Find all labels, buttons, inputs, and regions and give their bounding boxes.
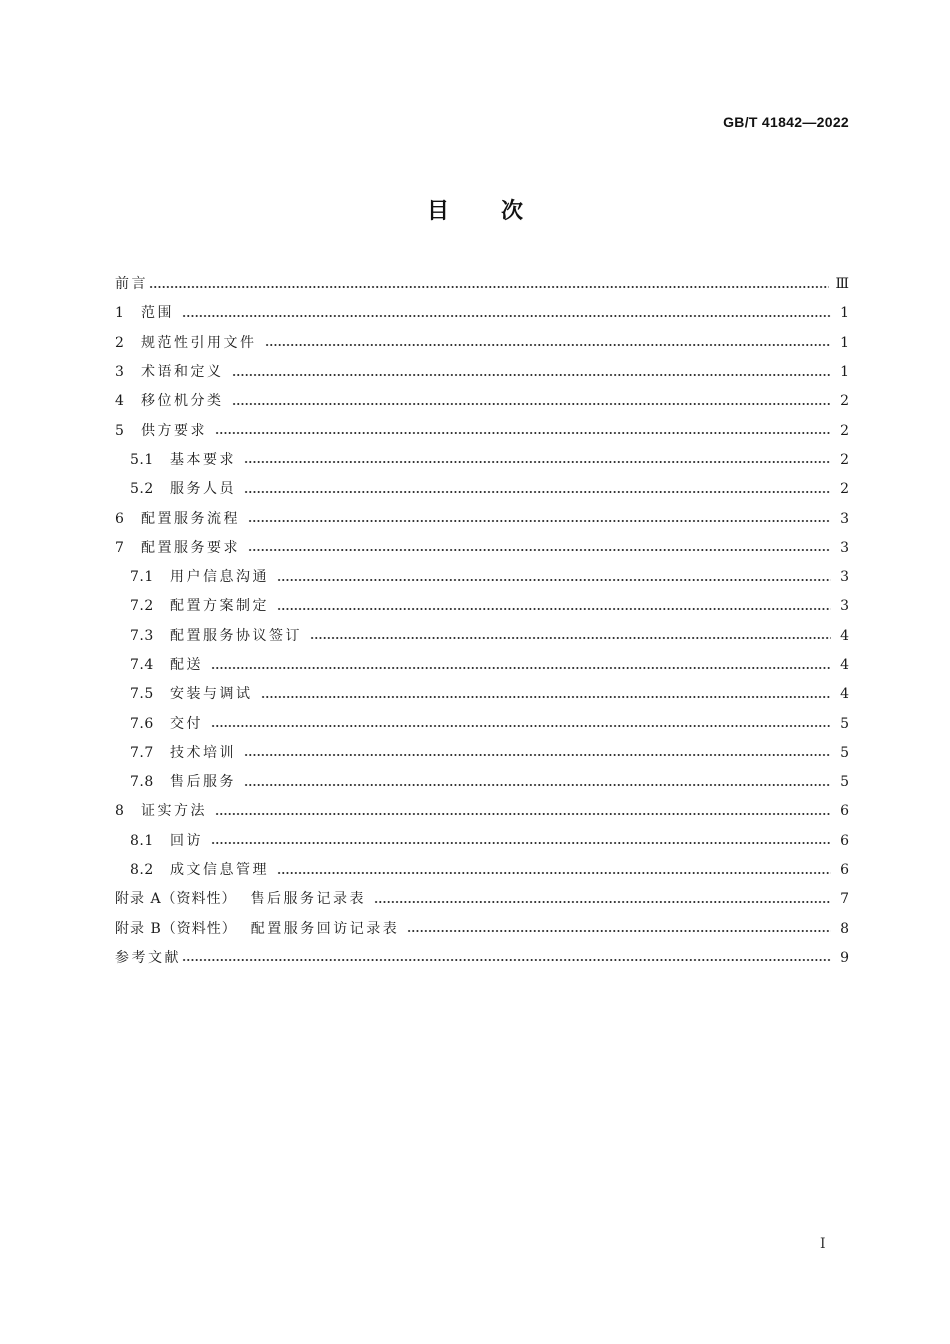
dot-leader xyxy=(277,608,831,610)
toc-entry-title: 服务人员 xyxy=(170,481,236,498)
dot-leader xyxy=(232,374,832,376)
toc-entry-title: 配置服务回访记录表 xyxy=(250,920,400,937)
toc-section-number: 7.1 xyxy=(130,569,154,586)
toc-section-number: 2 xyxy=(115,334,125,351)
toc-entry-title: 售后服务记录表 xyxy=(250,891,367,908)
toc-entry-title: 技术培训 xyxy=(170,744,236,761)
toc-appendix-a[interactable] xyxy=(115,885,849,914)
toc-subentry[interactable] xyxy=(115,622,849,651)
toc-entry-title: 参考文献 xyxy=(115,949,181,966)
toc-section-number: 5.1 xyxy=(130,451,154,468)
dot-leader xyxy=(407,930,831,932)
toc-section-number: 7.5 xyxy=(130,686,154,703)
toc-page-number: 5 xyxy=(840,774,849,791)
toc-entry-title: 范围 xyxy=(141,305,174,322)
toc-subentry[interactable] xyxy=(115,680,849,709)
toc-page-number: 4 xyxy=(840,686,849,703)
toc-title: 目次 xyxy=(426,199,575,224)
toc-section-number: 1 xyxy=(115,305,125,322)
toc-section-number: 5.2 xyxy=(130,481,154,498)
toc-page-number: 8 xyxy=(840,920,849,937)
table-of-contents xyxy=(115,270,849,973)
toc-section-number: 5 xyxy=(115,422,125,439)
toc-section-number: 8.1 xyxy=(130,832,154,849)
toc-section-number: 8.2 xyxy=(130,862,154,879)
toc-entry[interactable] xyxy=(115,358,849,387)
toc-section-number: 7.2 xyxy=(130,598,154,615)
toc-entry-title: 配置服务要求 xyxy=(141,539,240,556)
toc-section-number: 3 xyxy=(115,364,125,381)
toc-entry-title: 用户信息沟通 xyxy=(170,569,269,586)
toc-entry-title: 配置方案制定 xyxy=(170,598,269,615)
toc-page-number: 4 xyxy=(840,627,849,644)
toc-page-number: 5 xyxy=(840,715,849,732)
dot-leader xyxy=(277,872,831,874)
toc-page-number: 6 xyxy=(840,803,849,820)
toc-page-number: 3 xyxy=(840,598,849,615)
toc-section-number: 8 xyxy=(115,803,125,820)
toc-entry-title: 前言 xyxy=(115,276,148,293)
toc-entry-title: 配置服务流程 xyxy=(141,510,240,527)
toc-page-number: 5 xyxy=(840,744,849,761)
toc-page-number: 3 xyxy=(840,539,849,556)
toc-entry-title: 术语和定义 xyxy=(141,364,224,381)
standard-code: GB/T 41842—2022 xyxy=(723,114,849,130)
toc-section-number: 7.7 xyxy=(130,744,154,761)
toc-subentry[interactable] xyxy=(115,739,849,768)
toc-entry-references[interactable] xyxy=(115,944,849,973)
toc-page-number: 9 xyxy=(840,949,849,966)
dot-leader xyxy=(211,667,831,669)
toc-entry[interactable] xyxy=(115,416,849,445)
toc-entry-title: 安装与调试 xyxy=(170,686,253,703)
toc-page-number: 3 xyxy=(840,510,849,527)
toc-entry-title: 交付 xyxy=(170,715,203,732)
toc-subentry[interactable] xyxy=(115,768,849,797)
dot-leader xyxy=(215,813,831,815)
toc-page-number: 1 xyxy=(840,334,849,351)
dot-leader xyxy=(215,432,831,434)
dot-leader xyxy=(211,842,831,844)
toc-subentry[interactable] xyxy=(115,592,849,621)
dot-leader xyxy=(244,754,831,756)
toc-page-number: 2 xyxy=(840,422,849,439)
toc-subentry[interactable] xyxy=(115,475,849,504)
toc-page-number: 4 xyxy=(840,657,849,673)
toc-entry-title: 成文信息管理 xyxy=(170,862,269,879)
dot-leader xyxy=(182,959,831,961)
dot-leader xyxy=(244,491,831,493)
toc-entry[interactable] xyxy=(115,534,849,563)
toc-entry[interactable] xyxy=(115,299,849,328)
toc-section-number: 4 xyxy=(115,393,125,410)
dot-leader xyxy=(265,344,832,346)
toc-page-number: 6 xyxy=(840,862,849,879)
toc-entry[interactable] xyxy=(115,387,849,416)
dot-leader xyxy=(149,286,829,288)
toc-entry-title: 配置服务协议签订 xyxy=(170,627,302,644)
dot-leader xyxy=(248,520,831,522)
dot-leader xyxy=(277,579,831,581)
toc-entry-title: 移位机分类 xyxy=(141,393,224,410)
toc-entry-title: 售后服务 xyxy=(170,774,236,791)
dot-leader xyxy=(248,549,831,551)
toc-entry[interactable] xyxy=(115,504,849,533)
toc-section-number: 7.6 xyxy=(130,715,154,732)
toc-subentry[interactable] xyxy=(115,856,849,885)
toc-subentry[interactable] xyxy=(115,709,849,738)
dot-leader xyxy=(374,901,831,903)
toc-entry-title: 回访 xyxy=(170,832,203,849)
dot-leader xyxy=(211,725,831,727)
toc-page-number: 2 xyxy=(840,451,849,468)
toc-entry-title: 证实方法 xyxy=(141,803,207,820)
toc-entry-foreword[interactable] xyxy=(115,270,849,299)
dot-leader xyxy=(310,637,831,639)
toc-section-number: 7.3 xyxy=(130,627,154,644)
toc-page-number: 1 xyxy=(840,305,849,322)
toc-section-number: 7.4 xyxy=(130,657,154,673)
toc-entry-title: 配送 xyxy=(170,657,203,673)
dot-leader xyxy=(232,403,832,405)
toc-page-number: 3 xyxy=(840,569,849,586)
dot-leader xyxy=(182,315,831,317)
toc-appendix-b[interactable] xyxy=(115,915,849,944)
toc-page-number: 2 xyxy=(840,481,849,498)
toc-subentry[interactable] xyxy=(115,446,849,475)
toc-section-number: 6 xyxy=(115,510,125,527)
toc-page-number: 1 xyxy=(840,364,849,381)
toc-entry-title: 基本要求 xyxy=(170,451,236,468)
appendix-label: 附录 A（资料性） xyxy=(115,891,237,908)
toc-subentry[interactable] xyxy=(115,651,849,680)
dot-leader xyxy=(244,784,831,786)
toc-section-number: 7.8 xyxy=(130,774,154,791)
page-folio: Ⅰ xyxy=(820,1236,826,1252)
toc-subentry[interactable] xyxy=(115,563,849,592)
toc-page-number: 7 xyxy=(840,891,849,908)
toc-page-number: Ⅲ xyxy=(835,276,849,293)
toc-entry-title: 供方要求 xyxy=(141,422,207,439)
toc-section-number: 7 xyxy=(115,539,125,556)
toc-entry[interactable] xyxy=(115,329,849,358)
toc-page-number: 6 xyxy=(840,832,849,849)
dot-leader xyxy=(261,696,832,698)
appendix-label: 附录 B（资料性） xyxy=(115,920,237,937)
toc-page-number: 2 xyxy=(840,393,849,410)
toc-entry-title: 规范性引用文件 xyxy=(141,334,257,351)
toc-entry[interactable] xyxy=(115,797,849,826)
dot-leader xyxy=(244,461,831,463)
toc-subentry[interactable] xyxy=(115,827,849,856)
